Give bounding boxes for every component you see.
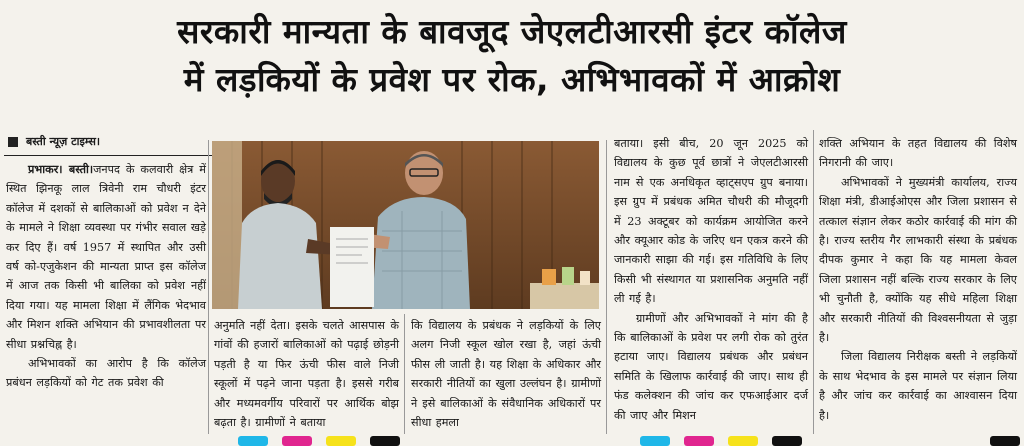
column-3 bbox=[411, 316, 601, 432]
column-2 bbox=[214, 316, 399, 432]
paragraph: बताया। इसी बीच, 20 जून 2025 को विद्यालय के कुछ पूर्व छात्रों ने जेएलटीआरसी नाम से एक अनधिकृत व्हाट्सएप ग्रुप बनाया। इस ग्रुप में प्रबंधक अमित चौधरी की मौजूदगी में 23 अक्टूबर को कार्यक्रम आयोजित करने और क्यूआर कोड के जरिए धन एकत्र करने की जानकारी साझा की गई। इस गतिविधि के लिए किसी भी संस्थागत या प्रशासनिक अनुमति नहीं ली गई है। bbox=[614, 137, 808, 306]
dateline: प्रभाकर। बस्ती। bbox=[28, 162, 94, 176]
printer-color-marks bbox=[0, 434, 1024, 446]
paragraph: अनुमति नहीं देता। इसके चलते आसपास के गांवों की हजारों बालिकाओं को पढ़ाई छोड़नी पड़ती है या फिर ऊंची फीस वाले निजी स्कूलों में पढ़ने जाना पड़ता है। इससे गरीब और मध्यमवर्गीय परिवारों पर आर्थिक बोझ बढ़ता है। ग्रामीणों ने बताया bbox=[214, 319, 399, 430]
headline-line-1: सरकारी मान्यता के बावजूद जेएलटीआरसी इंटर कॉलेज bbox=[177, 12, 847, 51]
paragraph: कि विद्यालय के प्रबंधक ने लड़कियों के लिए अलग निजी स्कूल खोल रखा है, जहां ऊंची फीस ली जाती है। यह शिक्षा के अधिकार और सरकारी नीतियों का खुला उल्लंघन है। ग्रामीणों ने इसे बालिकाओं के संवैधानिक अधिकारों पर सीधा हमला bbox=[411, 319, 601, 430]
byline: बस्ती न्यूज़ टाइम्स। bbox=[4, 133, 229, 156]
yellow-mark bbox=[728, 436, 758, 446]
paragraph: ग्रामीणों और अभिभावकों ने मांग की है कि बालिकाओं के प्रवेश पर लगी रोक को तुरंत हटाया जाए। विद्यालय प्रबंधक और प्रबंधन समिति के खिलाफ कार्रवाई की जाए। साथ ही फंड कलेक्शन की जांच कर एफआईआर दर्ज की जाए और मिशन bbox=[614, 311, 808, 422]
paragraph: शक्ति अभियान के तहत विद्यालय की विशेष निगरानी की जाए। bbox=[819, 137, 1017, 170]
paragraph: अभिभावकों का आरोप है कि कॉलेज प्रबंधन लड़कियों को गेट तक प्रवेश की bbox=[6, 357, 206, 390]
photo-illustration bbox=[212, 141, 599, 309]
magenta-mark bbox=[282, 436, 312, 446]
column-4 bbox=[614, 134, 808, 425]
column-5 bbox=[819, 134, 1017, 425]
cyan-mark bbox=[238, 436, 268, 446]
black-mark bbox=[370, 436, 400, 446]
yellow-mark bbox=[326, 436, 356, 446]
cyan-mark bbox=[640, 436, 670, 446]
news-photo bbox=[212, 141, 599, 309]
headline-line-2: में लड़कियों के प्रवेश पर रोक, अभिभावकों में आक्रोश bbox=[183, 60, 841, 99]
magenta-mark bbox=[684, 436, 714, 446]
black-mark bbox=[990, 436, 1020, 446]
paragraph: अभिभावकों ने मुख्यमंत्री कार्यालय, राज्य शिक्षा मंत्री, डीआईओएस और जिला प्रशासन से तत्काल संज्ञान लेकर कठोर कार्रवाई की मांग की है। राज्य स्तरीय गैर लाभकारी संस्था के प्रबंधक दीपक कुमार ने कहा कि यह मामला केवल जिला प्रशासन नहीं बल्कि राज्य सरकार के लिए भी चुनौती है, क्योंकि यह सीधे महिला शिक्षा और सरकारी नीतियों की विश्वसनीयता से जुड़ा है। bbox=[819, 175, 1017, 345]
column-divider bbox=[404, 314, 405, 434]
paragraph: प्रभाकर। बस्ती।जनपद के कलवारी क्षेत्र में स्थित झिनकू लाल त्रिवेनी राम चौधरी इंटर कॉलेज में दशकों से बालिकाओं को प्रवेश न देने के मामले ने शिक्षा व्यवस्था पर गंभीर सवाल खड़े कर दिए हैं। वर्ष 1957 में स्थापित और उसी वर्ष को-एजुकेशन की मान्यता प्राप्त इस कॉलेज में आज तक किसी भी बालिका को प्रवेश नहीं दिया गया। यह मामला शिक्षा में लैंगिक भेदभाव और मिशन शक्ति अभियान की प्रभावशीलता पर सीधा प्रश्नचिह्न है। bbox=[6, 162, 206, 351]
column-divider bbox=[813, 130, 814, 434]
column-divider bbox=[606, 140, 607, 434]
column-1 bbox=[6, 160, 206, 393]
column-divider bbox=[208, 140, 209, 434]
black-mark bbox=[772, 436, 802, 446]
paragraph: जिला विद्यालय निरीक्षक बस्ती ने लड़कियों के साथ भेदभाव के इस मामले पर संज्ञान लिया है और जांच कर कार्रवाई का आश्वासन दिया है। bbox=[819, 350, 1017, 422]
headline bbox=[0, 8, 1024, 104]
